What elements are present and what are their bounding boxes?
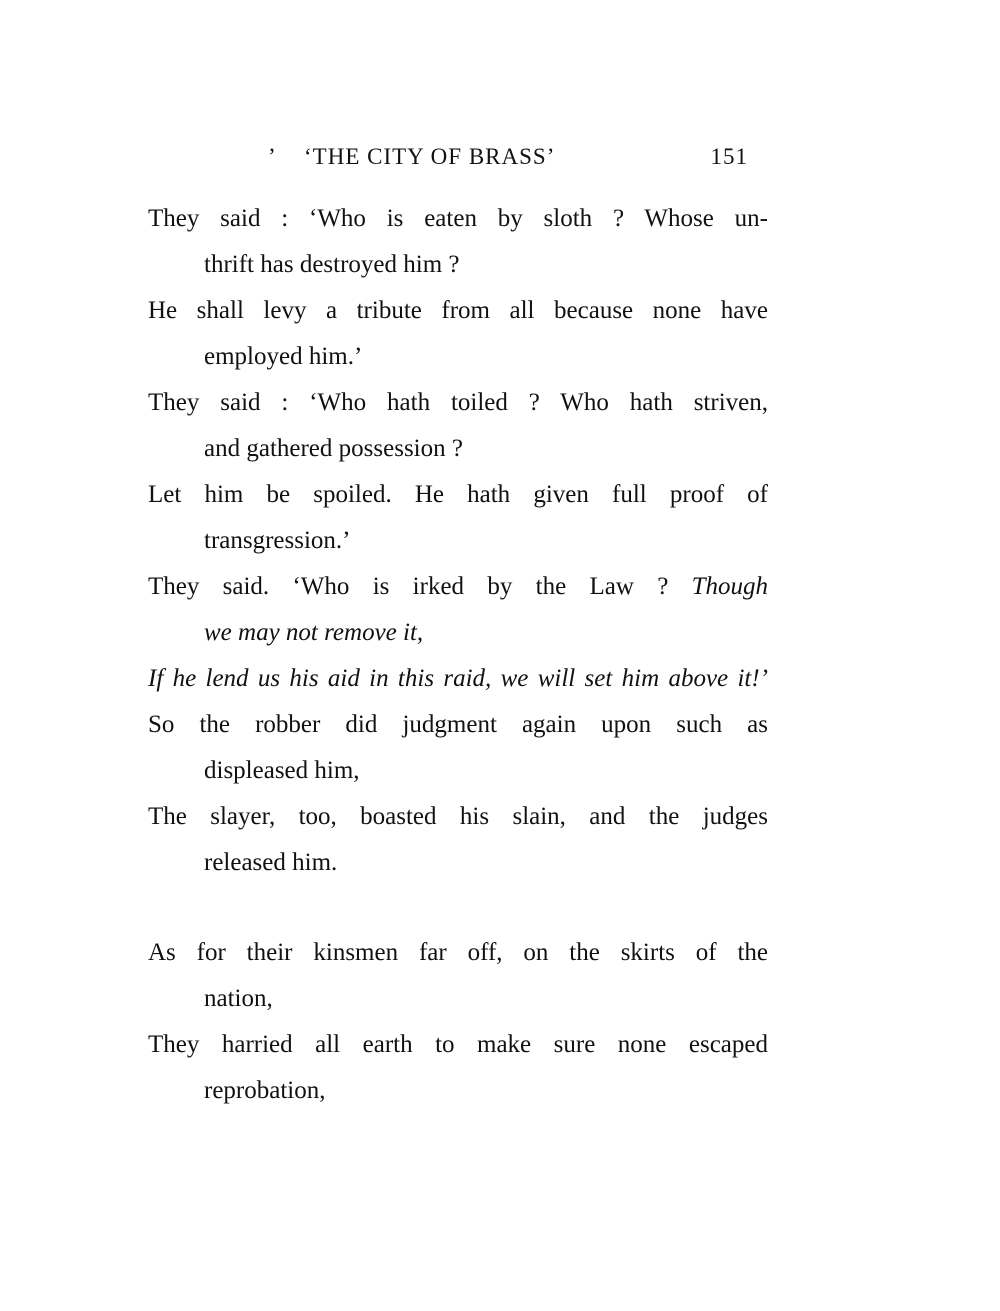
verse-line-continuation: released him. bbox=[204, 849, 338, 876]
verse-line: As for their kinsmen far off, on the skirts of the bbox=[148, 939, 768, 966]
running-title: ‘THE CITY OF BRASS’ bbox=[304, 144, 556, 169]
stanza-break bbox=[148, 886, 768, 930]
verse-line-roman-part: They said. ‘Who is irked by the Law ? bbox=[148, 573, 669, 600]
poem-text bbox=[148, 196, 768, 1114]
verse-line: They said : ‘Who hath toiled ? Who hath striven, bbox=[148, 389, 768, 416]
verse-line-continuation: reprobation, bbox=[204, 1077, 326, 1104]
verse-line-mixed bbox=[148, 564, 768, 610]
verse-line-continuation: and gathered possession ? bbox=[204, 435, 463, 462]
verse-line: He shall levy a tribute from all because none have bbox=[148, 297, 768, 324]
verse-line: So the robber did judgment again upon such as bbox=[148, 711, 768, 738]
verse-line: They harried all earth to make sure none escaped bbox=[148, 1031, 768, 1058]
verse-line-continuation: displeased him, bbox=[204, 757, 360, 784]
page-number: 151 bbox=[710, 144, 748, 169]
verse-line-continuation: transgression.’ bbox=[204, 527, 351, 554]
printer-mark: ʼ bbox=[268, 144, 277, 169]
verse-line: Let him be spoiled. He hath given full proof of bbox=[148, 481, 768, 508]
verse-line-continuation: we may not remove it, bbox=[204, 619, 424, 646]
verse-line-continuation: nation, bbox=[204, 985, 273, 1012]
verse-line-continuation: thrift has destroyed him ? bbox=[204, 251, 460, 278]
verse-line-italic-part: Though bbox=[691, 573, 768, 600]
verse-line-italic: If he lend us his aid in this raid, we will set him above it!’ bbox=[148, 665, 768, 692]
running-head bbox=[268, 144, 748, 178]
verse-line: They said : ‘Who is eaten by sloth ? Whose un- bbox=[148, 205, 768, 232]
verse-line-continuation: employed him.’ bbox=[204, 343, 363, 370]
verse-line: The slayer, too, boasted his slain, and the judges bbox=[148, 803, 768, 830]
